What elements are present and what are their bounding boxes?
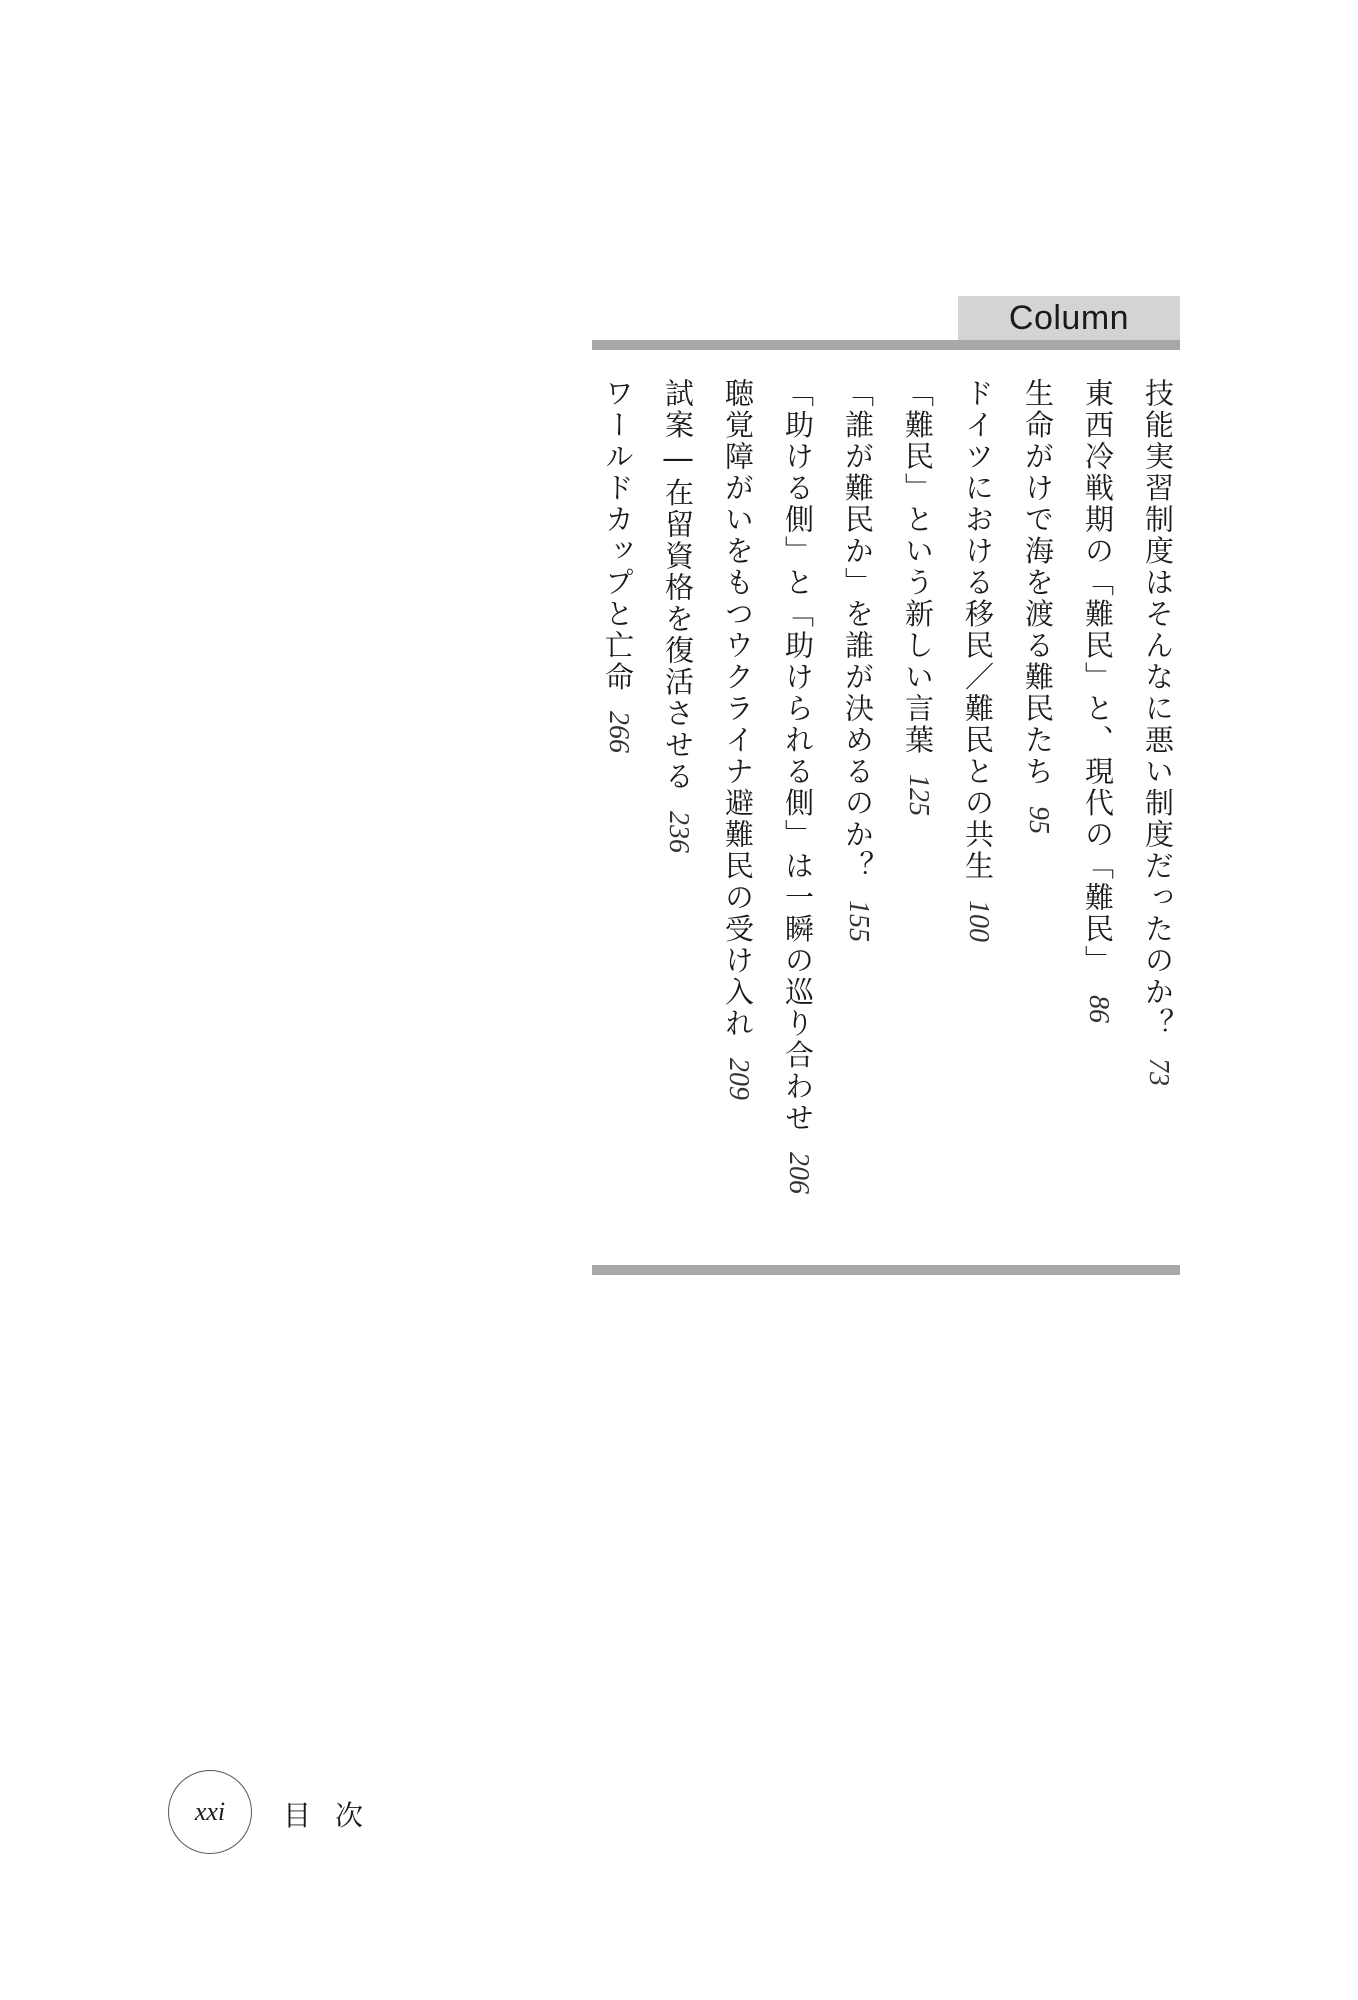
entry-title: 生命がけで海を渡る難民たち xyxy=(1021,378,1055,788)
column-heading-text: Column xyxy=(1008,298,1130,337)
entry-page-number: 155 xyxy=(843,900,874,942)
entry-page-number: 206 xyxy=(783,1152,814,1194)
toc-entry[interactable] xyxy=(1136,378,1180,1086)
entry-page-number: 125 xyxy=(903,774,934,816)
toc-entry[interactable] xyxy=(956,378,1000,942)
entry-title: 聴覚障がいをもつウクライナ避難民の受け入れ xyxy=(721,378,755,1040)
entry-title: 試案―在留資格を復活させる xyxy=(661,378,695,793)
toc-entry[interactable] xyxy=(1016,378,1060,834)
entry-title: 「難民」という新しい言葉 xyxy=(901,378,935,756)
toc-entry[interactable] xyxy=(836,378,880,942)
entry-page-number: 100 xyxy=(963,900,994,942)
top-rule xyxy=(592,340,1180,350)
toc-entry[interactable] xyxy=(716,378,760,1100)
toc-entry[interactable] xyxy=(656,378,700,853)
column-entry-list xyxy=(592,378,1180,1238)
bottom-rule xyxy=(592,1265,1180,1275)
entry-page-number: 86 xyxy=(1083,994,1114,1023)
toc-entry[interactable] xyxy=(1076,378,1120,1023)
entry-title: 東西冷戦期の「難民」と、現代の「難民」 xyxy=(1081,378,1115,977)
toc-entry[interactable] xyxy=(776,378,820,1194)
page-number: xxi xyxy=(194,1797,226,1826)
running-footer-label: 目次 xyxy=(283,1799,388,1832)
entry-page-number: 95 xyxy=(1023,805,1054,834)
entry-page-number: 236 xyxy=(663,810,694,853)
entry-page-number: 266 xyxy=(603,711,634,753)
entry-title: 技能実習制度はそんなに悪い制度だったのか？ xyxy=(1141,378,1175,1040)
entry-page-number: 73 xyxy=(1143,1057,1174,1086)
entry-title: 「助ける側」と「助けられる側」は一瞬の巡り合わせ xyxy=(781,378,815,1134)
entry-title: ドイツにおける移民／難民との共生 xyxy=(961,378,995,882)
entry-title: 「誰が難民か」を誰が決めるのか？ xyxy=(841,378,875,882)
column-heading xyxy=(958,296,1180,340)
toc-entry[interactable] xyxy=(896,378,940,816)
entry-page-number: 209 xyxy=(723,1057,754,1100)
page-number-badge xyxy=(168,1770,252,1854)
entry-title: ワールドカップと亡命 xyxy=(601,378,635,693)
toc-entry[interactable] xyxy=(596,378,640,753)
